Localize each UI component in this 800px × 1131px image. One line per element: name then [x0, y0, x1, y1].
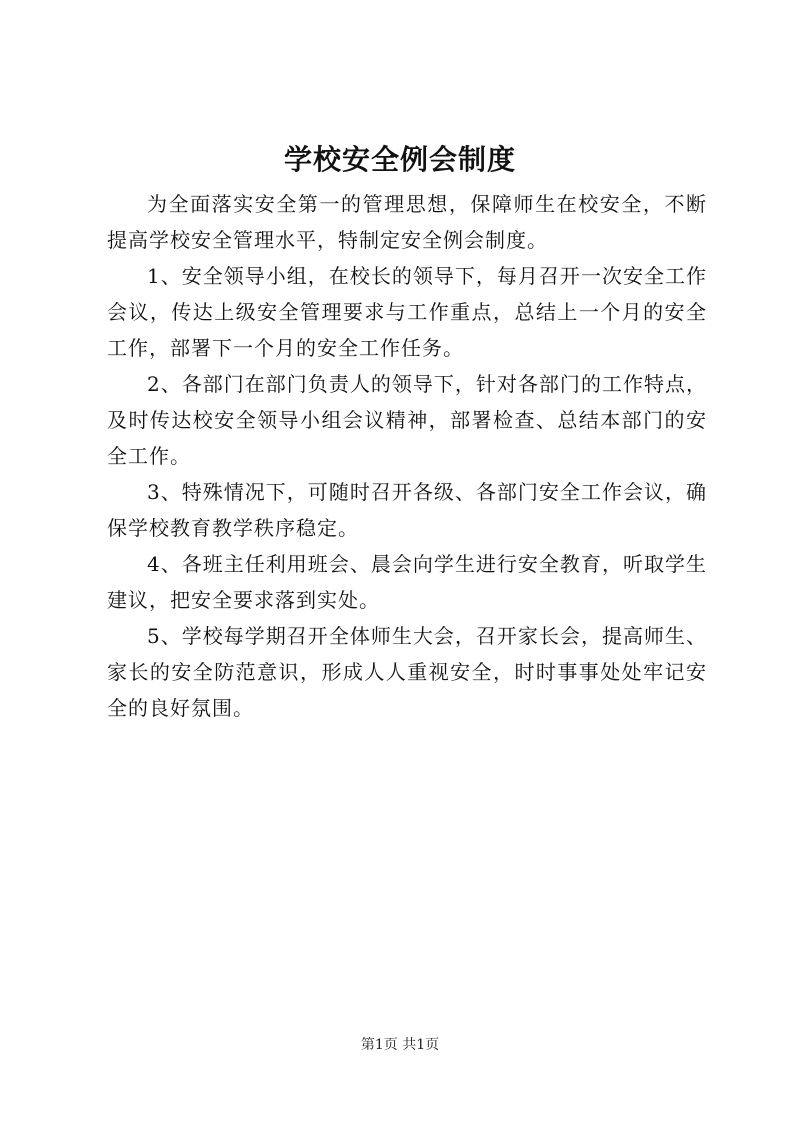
rule-paragraph-3: 3、特殊情况下，可随时召开各级、各部门安全工作会议，确保学校教育教学秩序稳定。	[107, 480, 707, 540]
rule-paragraph-2: 2、各部门在部门负责人的领导下，针对各部门的工作特点，及时传达校安全领导小组会议精神，部署检查、总结本部门的安全工作。	[107, 372, 707, 468]
document-body	[107, 186, 707, 726]
document-title: 学校安全例会制度	[283, 143, 516, 176]
page-footer: 第1页 共1页	[360, 1037, 440, 1053]
rule-paragraph-5: 5、学校每学期召开全体师生大会，召开家长会，提高师生、家长的安全防范意识，形成人人重视安全，时时事事处处牢记安全的良好氛围。	[107, 624, 707, 720]
rule-paragraph-1: 1、安全领导小组，在校长的领导下，每月召开一次安全工作会议，传达上级安全管理要求与工作重点，总结上一个月的安全工作，部署下一个月的安全工作任务。	[107, 264, 707, 360]
rule-paragraph-4: 4、各班主任利用班会、晨会向学生进行安全教育，听取学生建议，把安全要求落到实处。	[107, 552, 707, 612]
intro-paragraph: 为全面落实安全第一的管理思想，保障师生在校安全，不断提高学校安全管理水平，特制定安全例会制度。	[107, 192, 707, 252]
